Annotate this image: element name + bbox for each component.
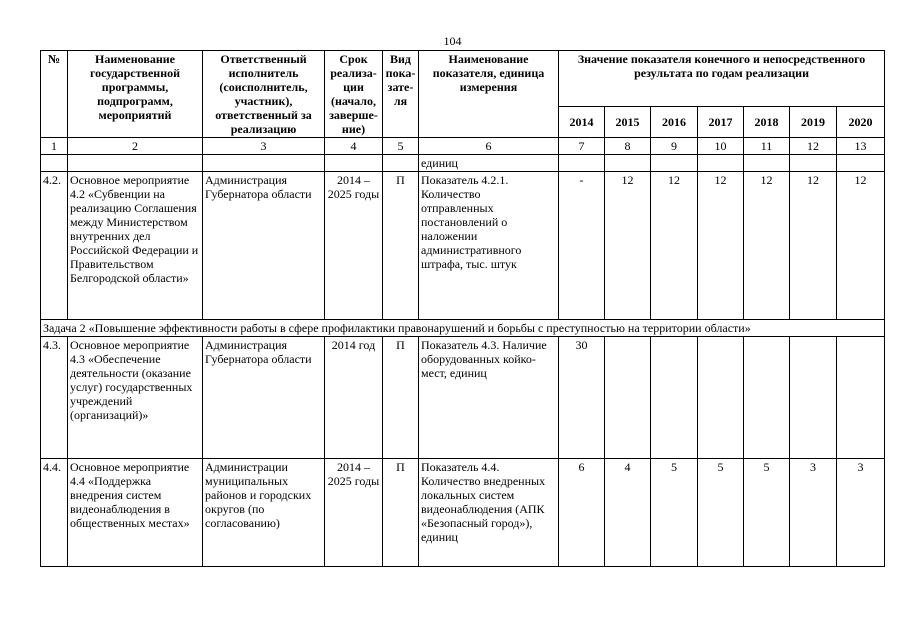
indicator: Показатель 4.2.1. Количество отправленных постановлений о наложении административного штрафа, тыс. штук (419, 172, 559, 320)
responsible: Администрация Губернатора области (203, 172, 325, 320)
header-indicator: Наименование показателя, единица измерения (419, 51, 559, 138)
continuation-text: единиц (419, 155, 559, 172)
year-2014: 2014 (559, 107, 605, 138)
value-cell: 3 (837, 459, 885, 567)
responsible: Администрация Губернатора области (203, 337, 325, 459)
header-period: Срок реализа-ции (начало, заверше-ние) (325, 51, 383, 138)
value-cell (744, 337, 790, 459)
value-cell: 12 (651, 172, 698, 320)
responsible: Администрации муниципальных районов и городских округов (по согласованию) (203, 459, 325, 567)
header-num: № (41, 51, 68, 138)
value-cell: 12 (605, 172, 651, 320)
event-name: Основное мероприятие 4.4 «Поддержка внедрения систем видеонаблюдения в общественных местах» (68, 459, 203, 567)
header-type: Вид пока-зате-ля (383, 51, 419, 138)
value-cell: 6 (559, 459, 605, 567)
header-responsible: Ответственный исполнитель (соисполнитель, участник), ответственный за реализацию (203, 51, 325, 138)
program-table (40, 50, 885, 567)
table-row (41, 459, 885, 567)
col-number: 7 (559, 138, 605, 155)
value-cell (790, 337, 837, 459)
value-cell (698, 337, 744, 459)
value-cell: 12 (698, 172, 744, 320)
col-number: 6 (419, 138, 559, 155)
year-2018: 2018 (744, 107, 790, 138)
row-num: 4.4. (41, 459, 68, 567)
period: 2014 – 2025 годы (325, 172, 383, 320)
value-cell: 5 (698, 459, 744, 567)
value-cell: 12 (790, 172, 837, 320)
col-number: 1 (41, 138, 68, 155)
value-cell: 12 (744, 172, 790, 320)
event-name: Основное мероприятие 4.3 «Обеспечение деятельности (оказание услуг) государственных учреждений (организаций)» (68, 337, 203, 459)
header-values-title: Значение показателя конечного и непосредственного результата по годам реализации (559, 51, 885, 107)
page-number: 104 (443, 34, 462, 48)
year-2016: 2016 (651, 107, 698, 138)
col-number: 3 (203, 138, 325, 155)
col-number: 4 (325, 138, 383, 155)
value-cell: 12 (837, 172, 885, 320)
col-number: 11 (744, 138, 790, 155)
task-2-title: Задача 2 «Повышение эффективности работы в сфере профилактики правонарушений и борьбы с преступностью на территории области» (41, 320, 885, 337)
value-cell: 3 (790, 459, 837, 567)
year-2017: 2017 (698, 107, 744, 138)
header-name: Наименование государственной программы, подпрограмм, мероприятий (68, 51, 203, 138)
indicator-type: П (383, 172, 419, 320)
row-num: 4.3. (41, 337, 68, 459)
col-number: 5 (383, 138, 419, 155)
col-number: 9 (651, 138, 698, 155)
year-2019: 2019 (790, 107, 837, 138)
period: 2014 год (325, 337, 383, 459)
indicator-type: П (383, 459, 419, 567)
period: 2014 – 2025 годы (325, 459, 383, 567)
value-cell (651, 337, 698, 459)
column-numbers-row (41, 138, 885, 155)
col-number: 13 (837, 138, 885, 155)
value-cell (605, 337, 651, 459)
value-cell: - (559, 172, 605, 320)
value-cell (837, 337, 885, 459)
col-number: 12 (790, 138, 837, 155)
indicator: Показатель 4.4. Количество внедренных локальных систем видеонаблюдения (АПК «Безопасный город»), единиц (419, 459, 559, 567)
row-num: 4.2. (41, 172, 68, 320)
year-2015: 2015 (605, 107, 651, 138)
value-cell: 5 (651, 459, 698, 567)
year-2020: 2020 (837, 107, 885, 138)
header-row (41, 51, 885, 107)
value-cell: 30 (559, 337, 605, 459)
col-number: 2 (68, 138, 203, 155)
continuation-row (41, 155, 885, 172)
task-row (41, 320, 885, 337)
col-number: 8 (605, 138, 651, 155)
value-cell: 4 (605, 459, 651, 567)
table-row (41, 172, 885, 320)
table-row (41, 337, 885, 459)
event-name: Основное мероприятие 4.2 «Субвенции на реализацию Соглашения между Министерством внутренних дел Российской Федерации и Правительством Белгородской области» (68, 172, 203, 320)
indicator-type: П (383, 337, 419, 459)
col-number: 10 (698, 138, 744, 155)
value-cell: 5 (744, 459, 790, 567)
indicator: Показатель 4.3. Наличие оборудованных койко-мест, единиц (419, 337, 559, 459)
